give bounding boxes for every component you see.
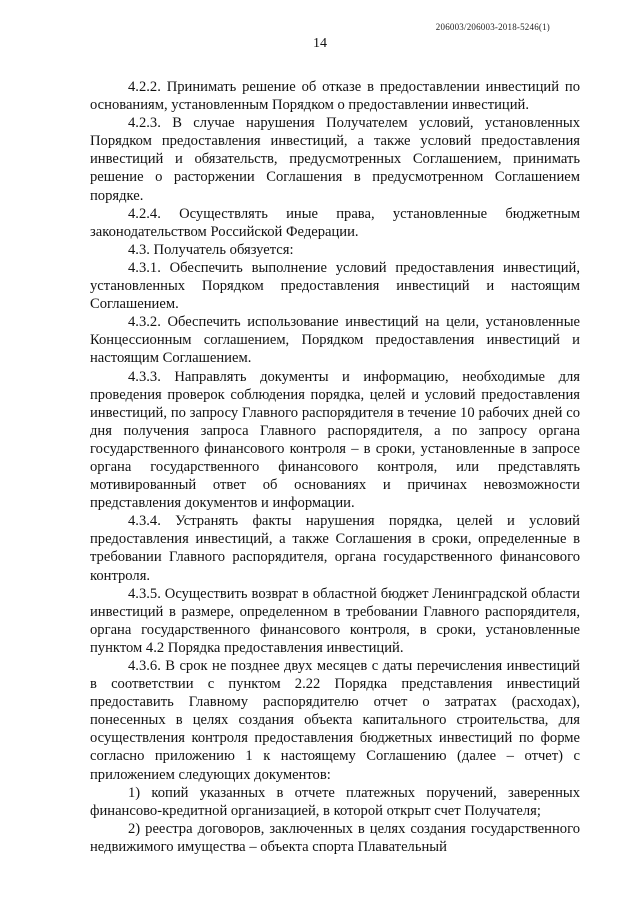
paragraph-4-2-4: 4.2.4. Осуществлять иные права, установленные бюджетным законодательством Российской Федерации. — [90, 205, 580, 240]
paragraph-4-2-2: 4.2.2. Принимать решение об отказе в предоставлении инвестиций по основаниям, установленным Порядком о предоставлении инвестиций. — [90, 79, 580, 114]
paragraph-4-3-3: 4.3.3. Направлять документы и информацию, необходимые для проведения проверок соблюдения порядка, целей и условий предоставления инвестиций, по запросу Главного распорядителя в течение 10 рабочих дней со дня получения запроса Главного распорядителя, а по запросу органа государственного финансового контроля – в сроки, установленные в запросе органа государственного финансового контроля, или представлять мотивированный ответ об основаниях и причинах невозможности представления документов и информации. — [90, 368, 580, 512]
list-item-1: 1) копий указанных в отчете платежных поручений, заверенных финансово-кредитной организацией, в которой открыт счет Получателя; — [90, 784, 580, 819]
paragraph-4-3: 4.3. Получатель обязуется: — [128, 241, 294, 258]
paragraph-4-2-3: 4.2.3. В случае нарушения Получателем условий, установленных Порядком предоставления инвестиций, а также условий предоставления инвестиций и обязательств, предусмотренных Соглашением, принимать решение о расторжении Соглашения в предусмотренном Соглашением порядке. — [90, 115, 580, 204]
paragraph-4-3-1: 4.3.1. Обеспечить выполнение условий предоставления инвестиций, установленных Порядком предоставления инвестиций и настоящим Соглашением. — [90, 259, 580, 313]
paragraph-4-3-4: 4.3.4. Устранять факты нарушения порядка, целей и условий предоставления инвестиций, а также Соглашения в сроки, определенные в требовании Главного распорядителя, органа государственного финансового контроля. — [90, 513, 580, 584]
paragraph-4-3-2: 4.3.2. Обеспечить использование инвестиций на цели, установленные Концессионным соглашением, Порядком предоставления инвестиций и настоящим Соглашением. — [90, 314, 580, 367]
document-body — [90, 78, 580, 856]
page-number: 14 — [313, 36, 327, 51]
list-item-2: 2) реестра договоров, заключенных в целях создания государственного недвижимого имущества – объекта спорта Плавательный — [90, 820, 580, 855]
paragraph-4-3-6: 4.3.6. В срок не позднее двух месяцев с даты перечисления инвестиций в соответствии с пунктом 2.22 Порядка представления инвестиций предоставить Главному распорядителю отчет о затратах (расходах), понесенных в целях создания объекта капитального строительства, для осуществления контроля предоставления бюджетных инвестиций по форме согласно приложению 1 к настоящему Соглашению (далее – отчет) с приложением следующих документов: — [90, 658, 580, 783]
paragraph-4-3-5: 4.3.5. Осуществить возврат в областной бюджет Ленинградской области инвестиций в размере, определенном в требовании Главного распорядителя, органа государственного финансового контроля, в сроки, установленные пунктом 4.2 Порядка предоставления инвестиций. — [90, 585, 580, 656]
document-registration-code: 206003/206003-2018-5246(1) — [435, 22, 550, 32]
